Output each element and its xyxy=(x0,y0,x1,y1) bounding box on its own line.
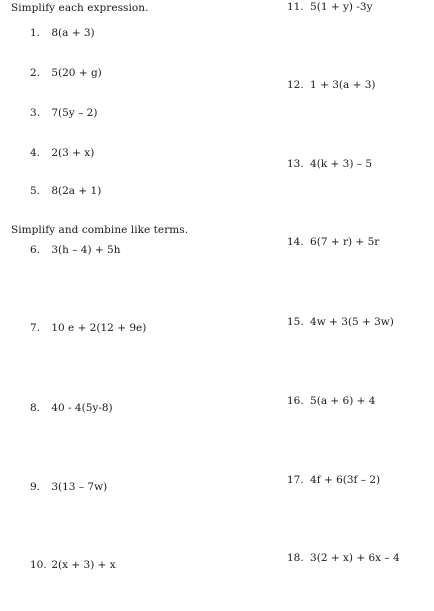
problem-3 xyxy=(30,107,97,119)
problem-1 xyxy=(30,27,95,39)
problem-7 xyxy=(30,322,146,334)
problem-expression: 2(3 + x) xyxy=(51,147,95,159)
problem-expression: 3(13 – 7w) xyxy=(51,481,108,493)
problem-6 xyxy=(30,244,121,256)
section-heading-combine-like-terms: Simplify and combine like terms. xyxy=(11,224,189,236)
problem-number: 14. xyxy=(287,236,304,248)
problem-expression: 3(2 + x) + 6x – 4 xyxy=(310,552,400,564)
problem-4 xyxy=(30,147,94,159)
problem-expression: 3(h – 4) + 5h xyxy=(51,244,121,256)
problem-expression: 4f + 6(3f – 2) xyxy=(310,474,381,486)
problem-expression: 4(k + 3) – 5 xyxy=(310,158,373,170)
problem-expression: 6(7 + r) + 5r xyxy=(310,236,380,248)
problem-number: 16. xyxy=(287,395,304,407)
problem-14 xyxy=(287,236,379,248)
problem-17 xyxy=(287,474,380,486)
problem-18 xyxy=(287,552,400,564)
problem-expression: 5(1 + y) -3y xyxy=(310,1,373,13)
problem-expression: 2(x + 3) + x xyxy=(51,559,116,571)
problem-expression: 1 + 3(a + 3) xyxy=(310,79,376,91)
section-heading-simplify: Simplify each expression. xyxy=(11,2,149,14)
problem-15 xyxy=(287,316,394,328)
problem-10 xyxy=(30,559,116,571)
problem-number: 11. xyxy=(287,1,304,13)
problem-number: 12. xyxy=(287,79,304,91)
problem-8 xyxy=(30,402,113,414)
problem-12 xyxy=(287,79,376,91)
problem-expression: 5(a + 6) + 4 xyxy=(310,395,376,407)
problem-number: 3. xyxy=(30,107,41,119)
problem-2 xyxy=(30,67,102,79)
problem-16 xyxy=(287,395,376,407)
problem-number: 4. xyxy=(30,147,41,159)
problem-expression: 10 e + 2(12 + 9e) xyxy=(51,322,147,334)
problem-9 xyxy=(30,481,107,493)
problem-expression: 40 - 4(5y-8) xyxy=(51,402,113,414)
problem-number: 10. xyxy=(30,559,47,571)
problem-13 xyxy=(287,158,372,170)
problem-number: 6. xyxy=(30,244,41,256)
problem-number: 13. xyxy=(287,158,304,170)
problem-5 xyxy=(30,185,101,197)
problem-expression: 8(a + 3) xyxy=(51,27,95,39)
problem-11 xyxy=(287,1,373,13)
problem-expression: 5(20 + g) xyxy=(51,67,102,79)
problem-number: 5. xyxy=(30,185,41,197)
problem-number: 1. xyxy=(30,27,41,39)
problem-number: 2. xyxy=(30,67,41,79)
problem-expression: 8(2a + 1) xyxy=(51,185,102,197)
problem-expression: 7(5y – 2) xyxy=(51,107,98,119)
problem-number: 18. xyxy=(287,552,304,564)
problem-number: 15. xyxy=(287,316,304,328)
problem-number: 7. xyxy=(30,322,41,334)
problem-expression: 4w + 3(5 + 3w) xyxy=(310,316,394,328)
problem-number: 17. xyxy=(287,474,304,486)
problem-number: 9. xyxy=(30,481,41,493)
problem-number: 8. xyxy=(30,402,41,414)
